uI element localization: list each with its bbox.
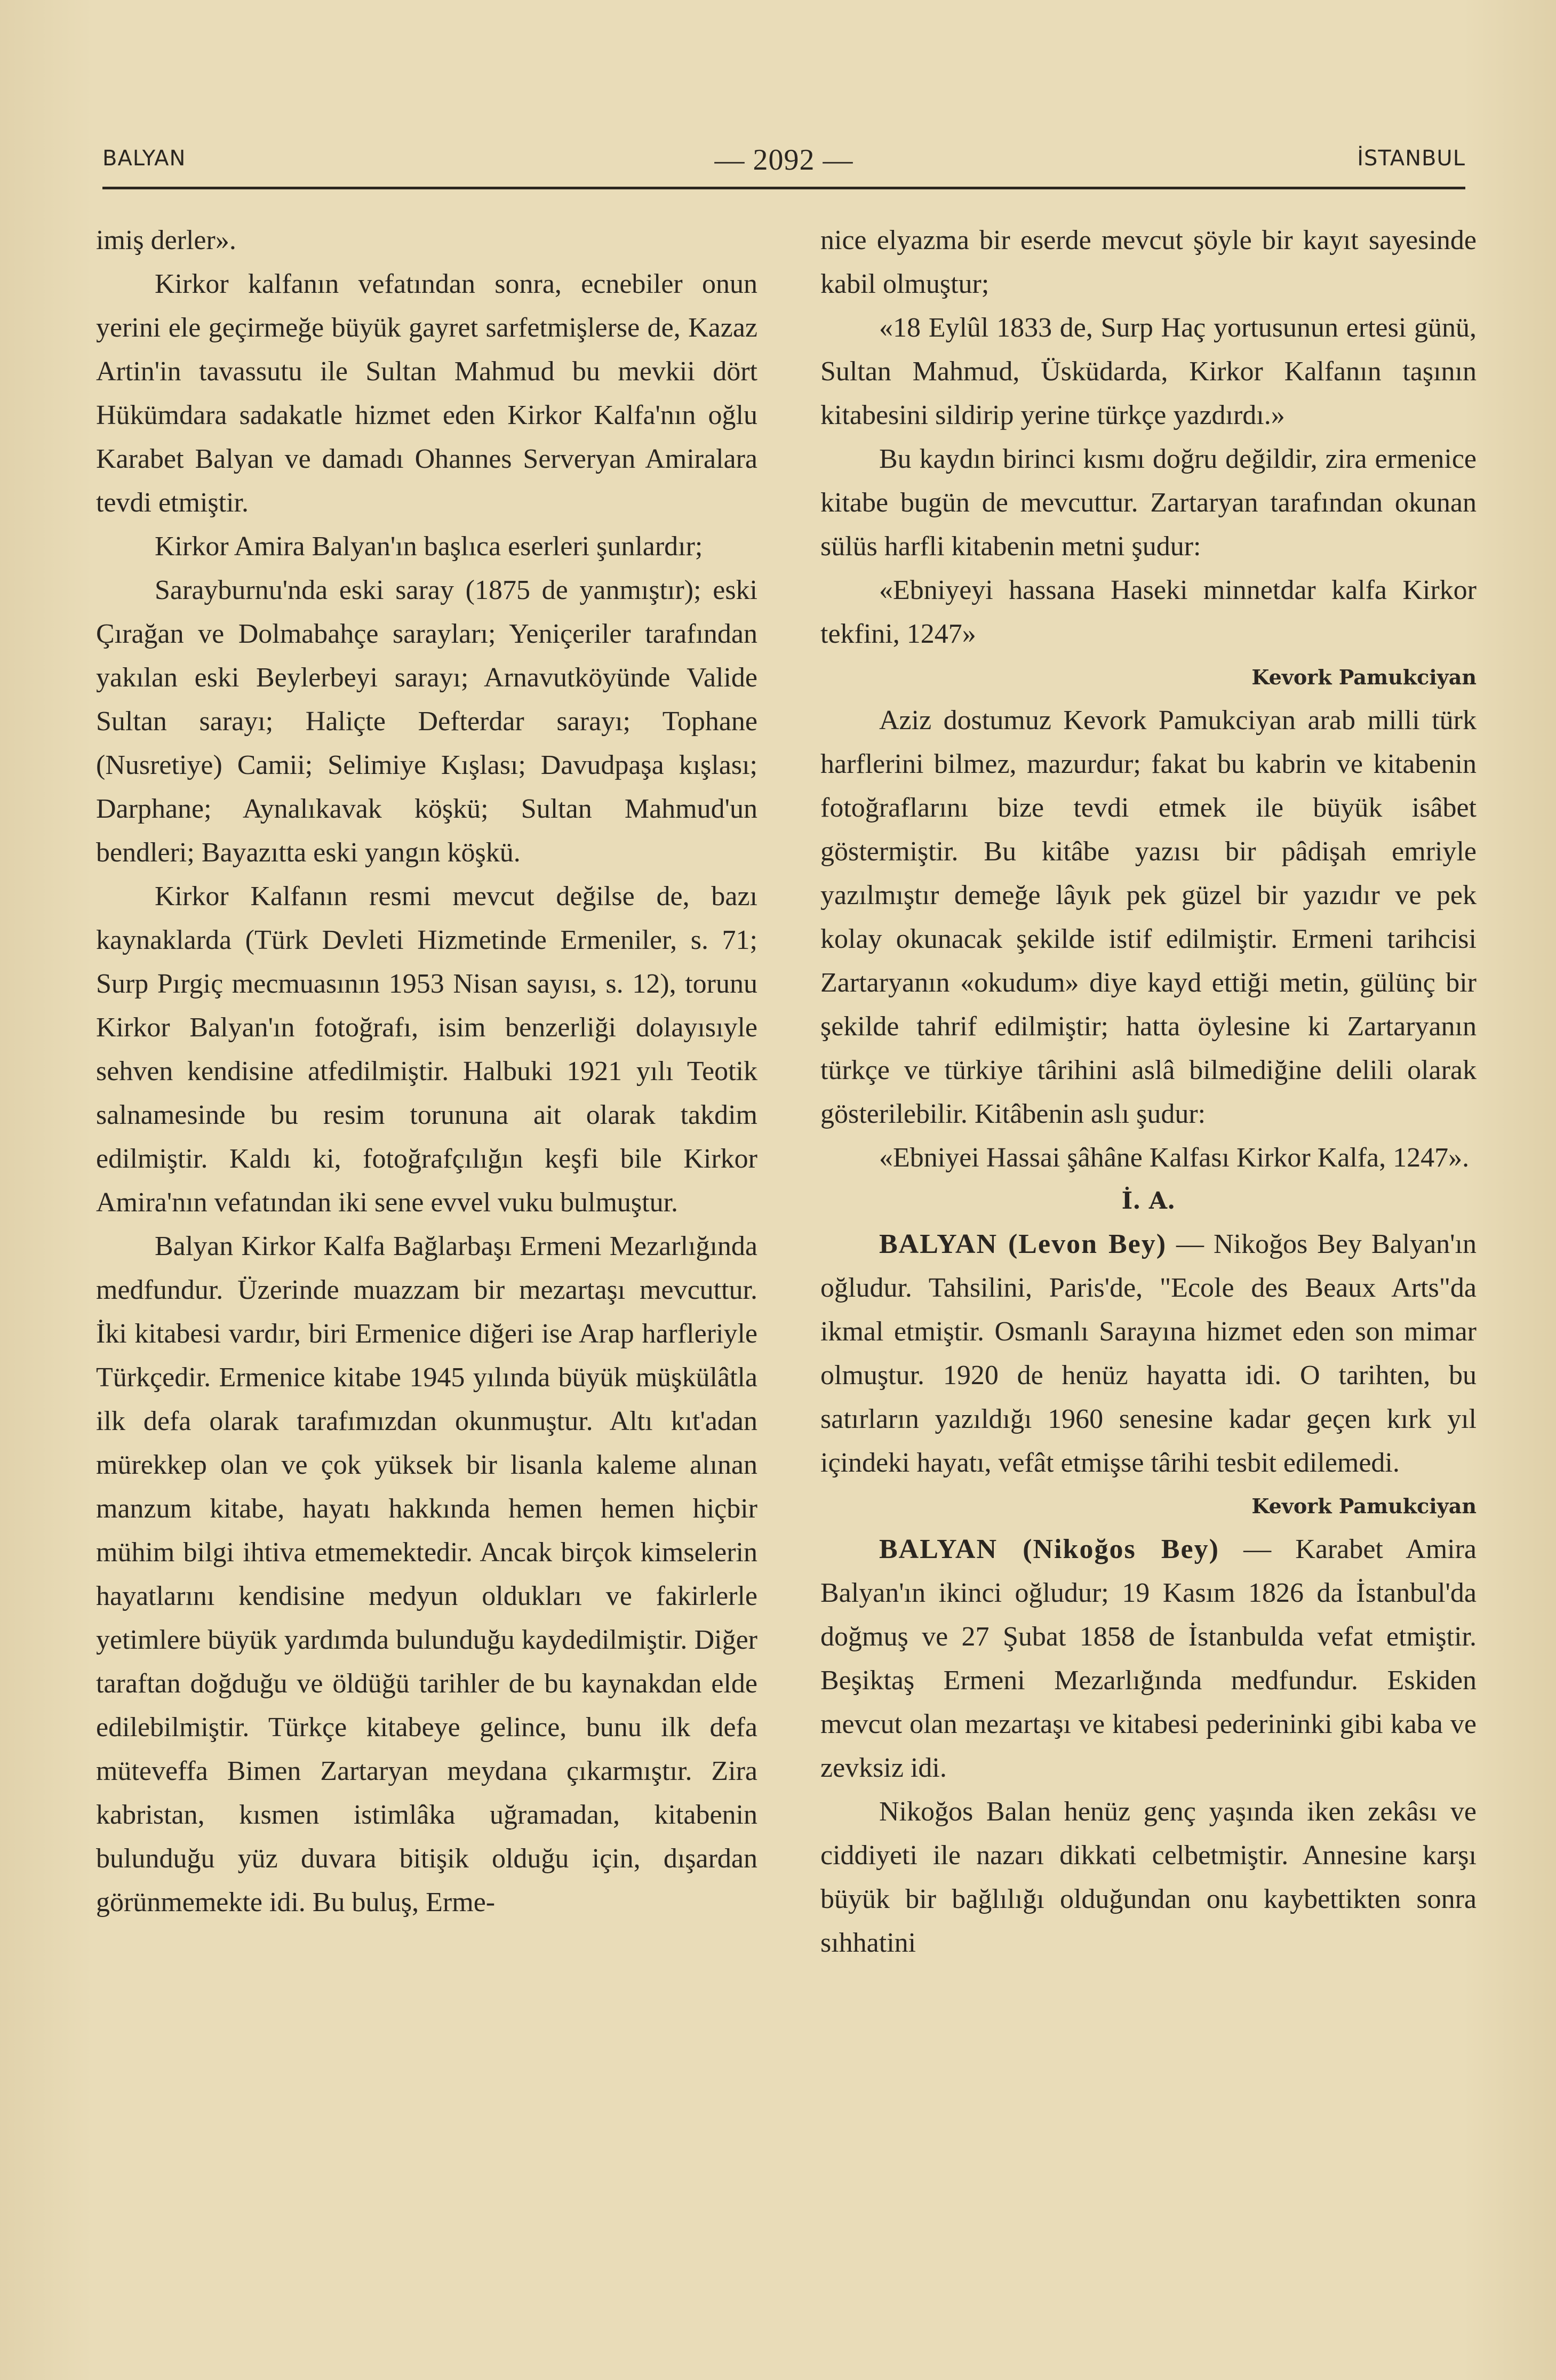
- author-signature: İ. A.: [1121, 1187, 1176, 1215]
- paragraph: Aziz dostumuz Kevork Pamukciyan arab milli türk harflerini bilmez, mazurdur; fakat bu kabrin ve kitabenin fotoğraflarını bize tevdi etmek ile büyük isâbet göstermiştir. Bu kitâbe yazısı bir pâdişah emriyle yazılmıştır demeğe lâyık pek güzel bir yazıdır ve pek kolay okunacak şekilde istif edilmiştir. Ermeni tarihcisi Zartaryanın «okudum» diye kayd ettiği metin, gülünç bir şekilde tahrif edilmiştir; hatta öylesine ki Zartaryanın türkçe ve türkiye târihini aslâ bilmediğine delili olarak gösterilebilir. Kitâbenin aslı şudur:: [820, 705, 1477, 1129]
- entry-body: — Karabet Amira Balyan'ın ikinci oğludur; 19 Kasım 1826 da İstanbul'da doğmuş ve 27 Şubat 1858 de İstanbulda vefat etmiştir. Beşiktaş Ermeni Mezarlığında medfundur. Eskiden mevcut olan mezartaşı ve kitabesi pederininki gibi kaba ve zevksiz idi.: [820, 1534, 1477, 1783]
- right-column: [820, 219, 1477, 1965]
- paragraph: Nikoğos Balan henüz genç yaşında iken zekâsı ve ciddiyeti ile nazarı dikkati celbetmiştir. Annesine karşı büyük bir bağlılığı olduğundan onu kaybettikten sonra sıhhatini: [820, 1796, 1477, 1958]
- paragraph: Kirkor Kalfanın resmi mevcut değilse de, bazı kaynaklarda (Türk Devleti Hizmetinde Ermeniler, s. 71; Surp Pırgiç mecmuasının 1953 Nisan sayısı, s. 12), torunu Kirkor Balyan'ın fotoğrafı, isim benzerliği dolayısıyle sehven kendisine atfedilmiştir. Halbuki 1921 yılı Teotik salnamesinde bu resim torununa ait olarak takdim edilmiştir. Kaldı ki, fotoğrafçılığın keşfi bile Kirkor Amira'nın vefatından iki sene evvel vuku bulmuştur.: [96, 881, 757, 1218]
- entry-body: — Nikoğos Bey Balyan'ın oğludur. Tahsilini, Paris'de, "Ecole des Beaux Arts"da ikmal etmiştir. Osmanlı Sarayına hizmet eden son mimar olmuştur. 1920 de henüz hayatta idi. O tarihten, bu satırların yazıldığı 1960 senesine kadar geçen kırk yıl içindeki hayatı, vefât etmişse târihi tesbit edilemedi.: [820, 1229, 1477, 1478]
- paragraph: imiş derler».: [96, 225, 236, 255]
- quote-paragraph: «18 Eylûl 1833 de, Surp Haç yortusunun ertesi günü, Sultan Mahmud, Üsküdarda, Kirkor Kalfanın taşının kitabesini sildirip yerine türkçe yazdırdı.»: [820, 313, 1477, 430]
- entry-heading: BALYAN (Levon Bey): [879, 1229, 1167, 1259]
- running-head-right: İSTANBUL: [1357, 146, 1465, 171]
- author-signature: Kevork Pamukciyan: [1251, 1494, 1477, 1518]
- paragraph: Kirkor Amira Balyan'ın başlıca eserleri şunlardır;: [155, 531, 703, 562]
- entry-paragraph: [820, 1223, 1477, 1485]
- paragraph: Balyan Kirkor Kalfa Bağlarbaşı Ermeni Mezarlığında medfundur. Üzerinde muazzam bir mezartaşı mevcuttur. İki kitabesi vardır, biri Ermenice diğeri ise Arap harfleriyle Türkçedir. Ermenice kitabe 1945 yılında büyük müşkülâtla ilk defa olarak tarafımızdan okunmuştur. Altı kıt'adan mürekkep olan ve çok yüksek bir lisanla kaleme alınan manzum kitabe, hayatı hakkında hemen hemen hiçbir mühim bilgi ihtiva etmemektedir. Ancak birçok kimselerin hayatlarını kendisine medyun oldukları ve fakirlerle yetimlere büyük yardımda bulunduğu kaydedilmiştir. Diğer taraftan doğduğu ve öldüğü tarihler de bu kaynakdan elde edilebilmiştir. Türkçe kitabeye gelince, bunu ilk defa müteveffa Bimen Zartaryan meydana çıkarmıştır. Zira kabristan, kısmen istimlâka uğramadan, kitabenin bulunduğu yüz duvara bitişik olduğu için, dışardan görünmemekte idi. Bu buluş, Erme-: [96, 1231, 757, 1918]
- paragraph: Kirkor kalfanın vefatından sonra, ecnebiler onun yerini ele geçirmeğe büyük gayret sarfetmişlerse de, Kazaz Artin'in tavassutu ile Sultan Mahmud bu mevkii dört Hükümdara sadakatle hizmet eden Kirkor Kalfa'nın oğlu Karabet Balyan ve damadı Ohannes Serveryan Amiralara tevdi etmiştir.: [96, 269, 757, 518]
- header-rule: [102, 187, 1465, 189]
- paragraph: Bu kaydın birinci kısmı doğru değildir, zira ermenice kitabe bugün de mevcuttur. Zartaryan tarafından okunan sülüs harfli kitabenin metni şudur:: [820, 444, 1477, 562]
- paragraph: Sarayburnu'nda eski saray (1875 de yanmıştır); eski Çırağan ve Dolmabahçe sarayları; Yeniçeriler tarafından yakılan eski Beylerbeyi sarayı; Arnavutköyünde Valide Sultan sarayı; Haliçte Defterdar sarayı; Tophane (Nusretiye) Camii; Selimiye Kışlası; Davudpaşa kışlası; Darphane; Aynalıkavak köşkü; Sultan Mahmud'un bendleri; Bayazıtta eski yangın köşkü.: [96, 575, 757, 868]
- entry-heading: BALYAN (Nikoğos Bey): [879, 1534, 1219, 1564]
- quote-paragraph: «Ebniyeyi hassana Haseki minnetdar kalfa Kirkor tekfini, 1247»: [820, 575, 1477, 649]
- entry-paragraph: [820, 1528, 1477, 1790]
- paragraph: nice elyazma bir eserde mevcut şöyle bir kayıt sayesinde kabil olmuştur;: [820, 225, 1477, 299]
- author-signature: Kevork Pamukciyan: [1251, 665, 1477, 689]
- left-column: [96, 219, 757, 1924]
- page-number: — 2092 —: [714, 143, 853, 177]
- quote-paragraph: «Ebniyei Hassai şâhâne Kalfası Kirkor Kalfa, 1247».: [879, 1143, 1470, 1173]
- page-header: [102, 143, 1465, 186]
- running-head-left: BALYAN: [102, 146, 186, 171]
